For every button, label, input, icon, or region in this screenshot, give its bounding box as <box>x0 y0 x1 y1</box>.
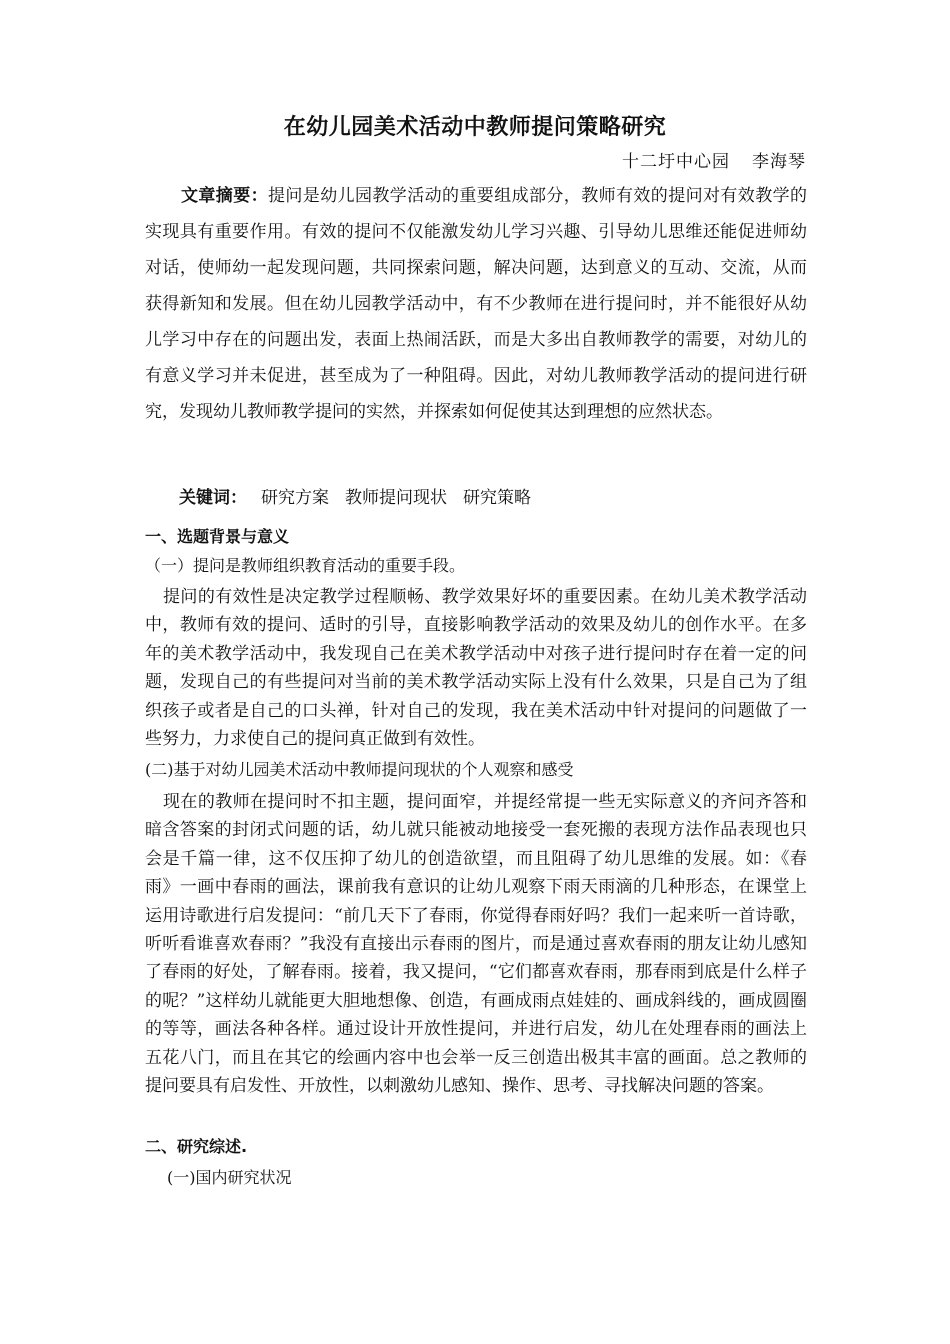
author-line <box>622 148 806 176</box>
abstract-label: 文章摘要： <box>181 186 268 206</box>
section-1-1-paragraph: 提问的有效性是决定教学过程顺畅、教学效果好坏的重要因素。在幼儿美术教学活动中，教师有效的提问、适时的引导，直接影响教学活动的效果及幼儿的创作水平。在多年的美术教学活动中，我发现自己在美术教学活动中对孩子进行提问时存在着一定的问题，发现自己的有些提问对当前的美术教学活动实际上没有什么效果，只是自己为了组织孩子或者是自己的口头禅，针对自己的发现，我在美术活动中针对提问的问题做了一些努力，力求使自己的提问真正做到有效性。 <box>145 587 807 750</box>
section-1-2-heading: (二)基于对幼儿园美术活动中教师提问现状的个人观察和感受 <box>145 760 574 779</box>
section-1-heading: 一、选题背景与意义 <box>145 527 290 546</box>
keyword-item: 研究策略 <box>463 488 531 508</box>
keywords-line <box>179 483 547 513</box>
author-name: 李海琴 <box>752 152 806 172</box>
abstract <box>145 178 807 430</box>
keywords-label: 关键词： <box>179 488 247 508</box>
section-2-heading: 二、研究综述. <box>145 1137 248 1156</box>
keyword-item: 教师提问现状 <box>345 488 447 508</box>
abstract-text: 提问是幼儿园教学活动的重要组成部分，教师有效的提问对有效教学的实现具有重要作用。有效的提问不仅能激发幼儿学习兴趣、引导幼儿思维还能促进师幼对话，使师幼一起发现问题，共同探索问题，解决问题，达到意义的互动、交流，从而获得新知和发展。但在幼儿园教学活动中，有不少教师在进行提问时，并不能很好从幼儿学习中存在的问题出发，表面上热闹活跃，而是大多出自教师教学的需要，对幼儿的有意义学习并未促进，甚至成为了一种阻碍。因此，对幼儿教师教学活动的提问进行研究，发现幼儿教师教学提问的实然，并探索如何促使其达到理想的应然状态。 <box>145 186 807 422</box>
keyword-item: 研究方案 <box>261 488 329 508</box>
document-title: 在幼儿园美术活动中教师提问策略研究 <box>283 115 667 140</box>
section-1-1-heading: （一）提问是教师组织教育活动的重要手段。 <box>145 556 466 575</box>
section-2-1-heading: (一)国内研究状况 <box>167 1168 292 1187</box>
section-1-2-paragraph: 现在的教师在提问时不扣主题，提问面窄，并提经常提一些无实际意义的齐问齐答和暗含答案的封闭式问题的话，幼儿就只能被动地接受一套死搬的表现方法作品表现也只会是千篇一律，这不仅压抑了幼儿的创造欲望，而且阻碍了幼儿思维的发展。如：《春雨》一画中春雨的画法，课前我有意识的让幼儿观察下雨天雨滴的几种形态，在课堂上运用诗歌进行启发提问：“前几天下了春雨，你觉得春雨好吗？我们一起来听一首诗歌，听听看谁喜欢春雨？”我没有直接出示春雨的图片，而是通过喜欢春雨的朋友让幼儿感知了春雨的好处，了解春雨。接着，我又提问，“它们都喜欢春雨，那春雨到底是什么样子的呢？”这样幼儿就能更大胆地想像、创造，有画成雨点娃娃的、画成斜线的，画成圆圈的等等，画法各种各样。通过设计开放性提问，并进行启发，幼儿在处理春雨的画法上五花八门，而且在其它的绘画内容中也会举一反三创造出极其丰富的画面。总之教师的提问要具有启发性、开放性，以刺激幼儿感知、操作、思考、寻找解决问题的答案。 <box>145 792 807 1097</box>
author-school: 十二圩中心园 <box>622 152 730 172</box>
